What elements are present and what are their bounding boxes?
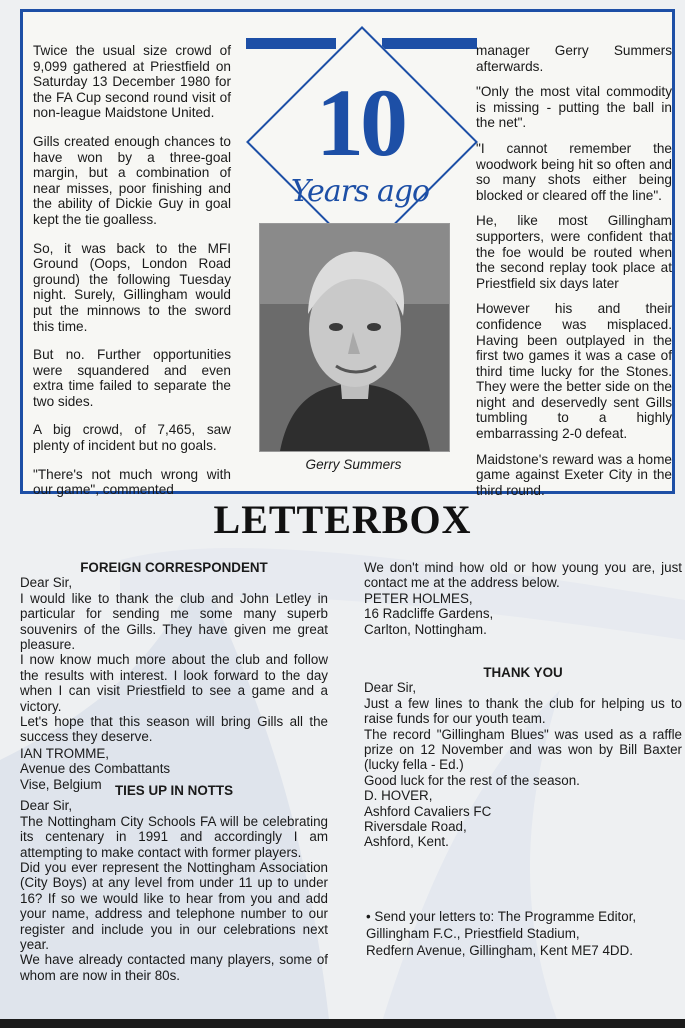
letter-signature: Ashford Cavaliers FC [364, 803, 492, 819]
letter-salutation: Dear Sir, [364, 680, 417, 696]
letter-signature: PETER HOLMES, [364, 590, 473, 606]
letter-body: I now know much more about the club and follow the results with interest. I look forward to the day when I can visit Priestfield to see a game and a victory. [20, 652, 328, 714]
portrait-image [260, 224, 449, 451]
letter-signature: Vise, Belgium [20, 776, 102, 792]
feature-paragraph: A big crowd, of 7,465, saw plenty of incident but no goals. [33, 422, 231, 454]
letter-heading: TIES UP IN NOTTS [114, 783, 234, 798]
feature-paragraph: So, it was back to the MFI Ground (Oops, London Road ground) the following Tuesday night. Surely, Gillingham would put the minnows to the sword this time. [33, 240, 231, 334]
feature-paragraph: "I cannot remember the woodwork being hit so often and so many shots either being blocked or cleared off the line". [476, 140, 672, 203]
feature-paragraph: However his and their confidence was misplaced. Having been outplayed in the first two games it was a case of third time lucky for the Stones. They were the better side on the night and deservedly sent Gills tumbling to a highly embarrassing 2-0 defeat. [476, 301, 672, 442]
letter-body: Did you ever represent the Nottingham Association (City Boys) at any level from under 11 up to under 16? If so we would like to hear from you and add your name, address and telephone number to our register and include you in our celebrations next year. [20, 860, 328, 953]
feature-paragraph: Gills created enough chances to have won by a three-goal margin, but a combination of near misses, poor finishing and the ability of Dickie Guy in goal kept the tie goalless. [33, 133, 231, 227]
letter-heading: THANK YOU [483, 665, 563, 680]
letter-body: The record "Gillingham Blues" was used as a raffle prize on 12 November and was won by Bill Baxter (lucky fella - Ed.) [364, 726, 682, 773]
badge-subtitle: Years ago [290, 174, 430, 209]
feature-right-column [476, 43, 672, 511]
feature-paragraph: He, like most Gillingham supporters, were confident that the foe would be routed when the second replay took place at Priestfield six days later [476, 213, 672, 291]
letterbox-title: LETTERBOX [213, 497, 472, 542]
letter-thank-you [364, 665, 682, 850]
feature-paragraph: "There's not much wrong with our game", commented [33, 466, 231, 498]
feature-left-column [33, 43, 231, 511]
letter-ties-up-in-notts [20, 783, 328, 983]
letter-body: Good luck for the rest of the season. [364, 772, 580, 788]
letter-ties-up-continued [364, 560, 682, 637]
letter-body: The Nottingham City Schools FA will be celebrating its centenary in 1991 and accordingly I am attempting to make contact with former players. [20, 813, 328, 860]
feature-paragraph: manager Gerry Summers afterwards. [476, 43, 672, 74]
letter-body: We have already contacted many players, some of whom are now in their 80s. [20, 952, 328, 983]
letter-signature: Ashford, Kent. [364, 834, 449, 850]
letter-signature: Avenue des Combattants [20, 761, 171, 777]
send-to-line: Redfern Avenue, Gillingham, Kent ME7 4DD. [366, 943, 633, 958]
letter-salutation: Dear Sir, [20, 575, 73, 591]
letter-body: We don't mind how old or how young you are, just contact me at the address below. [364, 560, 682, 591]
letter-signature: Riversdale Road, [364, 819, 467, 835]
send-letters-notice [366, 908, 684, 959]
badge-number: 10 [316, 69, 404, 176]
feature-paragraph: Maidstone's reward was a home game against Exeter City in the third round. [476, 451, 672, 498]
letter-signature: IAN TROMME, [20, 745, 110, 761]
player-photo [259, 223, 450, 452]
photo-caption: Gerry Summers [305, 457, 402, 472]
letter-signature: 16 Radcliffe Gardens, [364, 606, 494, 622]
letter-signature: Carlton, Nottingham. [364, 621, 487, 637]
letter-salutation: Dear Sir, [20, 798, 73, 814]
ten-years-ago-badge [248, 28, 472, 252]
letter-body: Just a few lines to thank the club for helping us to raise funds for our youth team. [364, 695, 682, 727]
send-to-line: Gillingham F.C., Priestfield Stadium, [366, 926, 580, 941]
feature-paragraph: Twice the usual size crowd of 9,099 gathered at Priestfield on Saturday 13 December 1980 for the FA Cup second round visit of non-league Maidstone United. [33, 43, 231, 121]
letter-body: Let's hope that this season will bring Gills all the success they deserve. [20, 714, 328, 745]
letter-body: I would like to thank the club and John Letley in particular for sending me some many superb souvenirs of the Gills. They have given me great pleasure. [20, 590, 328, 653]
letter-heading: FOREIGN CORRESPONDENT [80, 560, 268, 575]
feature-paragraph: But no. Further opportunities were squandered and even extra time failed to separate the two sides. [33, 347, 231, 409]
send-to-line: • Send your letters to: The Programme Editor, [366, 909, 637, 924]
letter-signature: D. HOVER, [364, 788, 433, 804]
page-bottom-edge [0, 1019, 685, 1028]
feature-paragraph: "Only the most vital commodity is missing - putting the ball in the net". [476, 84, 672, 131]
letter-foreign-correspondent [20, 560, 328, 792]
